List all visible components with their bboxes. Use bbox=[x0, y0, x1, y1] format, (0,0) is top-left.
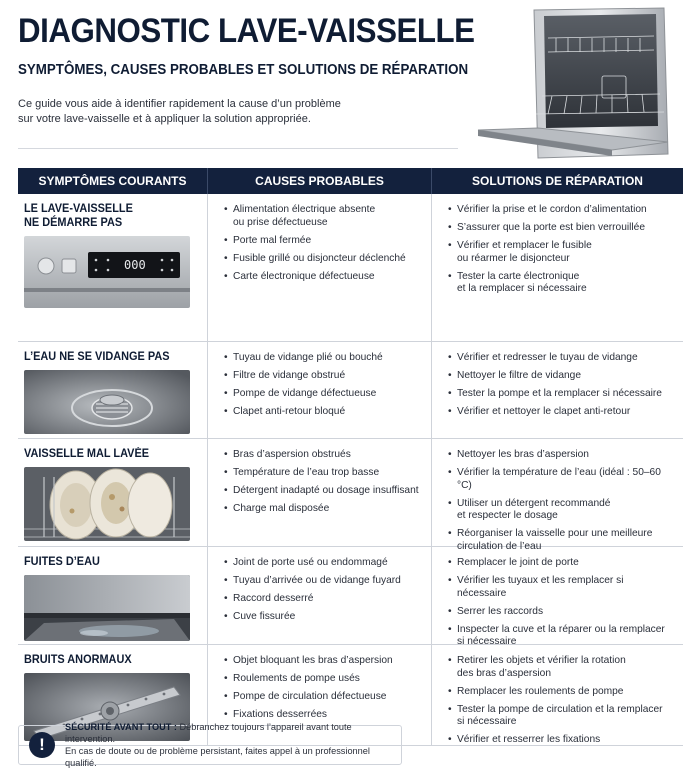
list-line: • Serrer les raccords bbox=[457, 605, 544, 617]
list-line: et la remplacer si nécessaire bbox=[457, 283, 587, 295]
list-item bbox=[224, 485, 423, 498]
list-line: • Roulements de pompe usés bbox=[233, 673, 360, 685]
list-item bbox=[224, 271, 423, 284]
causes-cell bbox=[208, 194, 432, 341]
list-item bbox=[224, 557, 423, 570]
list-item bbox=[224, 593, 423, 606]
list-line: • Vérifier et remplacer le fusible bbox=[457, 240, 592, 252]
list-item bbox=[448, 271, 675, 296]
list-item bbox=[224, 673, 423, 686]
solutions-cell bbox=[432, 645, 683, 745]
solutions-list bbox=[432, 439, 683, 565]
list-line: • Vérifier les tuyaux et les remplacer si nécessaire bbox=[457, 575, 624, 599]
symptom-line: NE DÉMARRE PAS bbox=[24, 217, 123, 229]
causes-list bbox=[208, 547, 431, 635]
list-line: et respecter le dosage bbox=[457, 510, 558, 522]
list-line: • Fusible grillé ou disjoncteur déclenché bbox=[233, 252, 406, 264]
list-line: • Vérifier et redresser le tuyau de vidange bbox=[457, 352, 638, 363]
table-row bbox=[18, 439, 683, 552]
list-line: • Remplacer le joint de porte bbox=[457, 557, 579, 568]
list-item bbox=[448, 352, 675, 365]
safety-label: SÉCURITÉ AVANT TOUT : bbox=[65, 722, 177, 732]
list-line: ou prise défectueuse bbox=[233, 216, 328, 228]
symptom-cell bbox=[18, 547, 208, 644]
list-item bbox=[224, 611, 423, 624]
water-leak-image bbox=[24, 575, 190, 641]
list-item bbox=[448, 734, 675, 747]
list-item bbox=[224, 406, 423, 419]
safety-notice bbox=[18, 722, 402, 768]
solutions-list bbox=[432, 194, 683, 307]
list-line: • Tuyau d’arrivée ou de vidange fuyard bbox=[233, 575, 401, 587]
list-line: • Alimentation électrique absente bbox=[233, 204, 376, 215]
table-row bbox=[18, 342, 683, 439]
list-item bbox=[224, 503, 423, 516]
column-header-causes: CAUSES PROBABLES bbox=[208, 168, 432, 194]
list-line: • Pompe de vidange défectueuse bbox=[233, 388, 377, 400]
list-line: • Objet bloquant les bras d’aspersion bbox=[233, 655, 393, 666]
list-item bbox=[448, 204, 675, 217]
list-item bbox=[448, 449, 675, 462]
list-line: • S’assurer que la porte est bien verrouillée bbox=[457, 222, 646, 234]
symptom-title: FUITES D’EAU bbox=[24, 556, 100, 568]
list-line: • Filtre de vidange obstrué bbox=[233, 370, 346, 382]
causes-cell bbox=[208, 439, 432, 546]
list-item bbox=[224, 204, 423, 229]
list-item bbox=[224, 370, 423, 383]
intro-text bbox=[18, 97, 358, 127]
list-item bbox=[224, 575, 423, 588]
list-line: si nécessaire bbox=[457, 716, 517, 728]
drain-filter-image bbox=[24, 370, 190, 434]
list-line: • Utiliser un détergent recommandé bbox=[457, 497, 611, 509]
dirty-dishes-image bbox=[24, 467, 190, 541]
solutions-cell bbox=[432, 547, 683, 648]
list-item bbox=[448, 498, 675, 523]
column-header-solutions: SOLUTIONS DE RÉPARATION bbox=[472, 174, 643, 188]
list-item bbox=[224, 449, 423, 462]
list-item bbox=[448, 240, 675, 265]
list-line: • Tester la pompe et la remplacer si nécessaire bbox=[457, 388, 662, 400]
list-line: • Cuve fissurée bbox=[233, 611, 296, 623]
warning-icon: ! bbox=[29, 732, 55, 758]
list-line: • Vérifier la température de l’eau (idéal : 50–60 °C) bbox=[457, 467, 661, 491]
list-item bbox=[224, 691, 423, 704]
list-item bbox=[224, 253, 423, 266]
symptom-title: BRUITS ANORMAUX bbox=[24, 654, 132, 666]
list-line: ou réarmer le disjoncteur bbox=[457, 252, 570, 264]
solutions-cell bbox=[432, 342, 683, 438]
list-line: • Pompe de circulation défectueuse bbox=[233, 691, 387, 703]
list-line: • Porte mal fermée bbox=[233, 234, 312, 246]
causes-list bbox=[208, 439, 431, 527]
list-item bbox=[448, 222, 675, 235]
causes-cell bbox=[208, 547, 432, 644]
causes-list bbox=[208, 194, 431, 295]
list-line: • Vérifier la prise et le cordon d’alimentation bbox=[457, 204, 647, 215]
intro-line: sur votre lave-vaisselle et à appliquer la solution appropriée. bbox=[18, 113, 311, 125]
page-title: DIAGNOSTIC LAVE-VAISSELLE bbox=[18, 12, 475, 50]
list-item bbox=[448, 406, 675, 419]
symptom-title: VAISSELLE MAL LAVÉE bbox=[24, 448, 150, 460]
list-line: • Inspecter la cuve et la réparer ou la remplacer bbox=[457, 623, 665, 635]
list-item bbox=[224, 709, 423, 722]
list-line: • Réorganiser la vaisselle pour une meilleure bbox=[457, 528, 653, 540]
list-item bbox=[448, 575, 675, 600]
display-readout: 000 bbox=[124, 258, 146, 272]
safety-line: En cas de doute ou de problème persistant, faites appel à un professionnel qualifié. bbox=[65, 746, 370, 768]
causes-cell bbox=[208, 342, 432, 438]
list-line: • Détergent inadapté ou dosage insuffisant bbox=[233, 485, 419, 497]
dishwasher-image bbox=[472, 4, 682, 164]
list-line: • Nettoyer les bras d’aspersion bbox=[457, 449, 589, 460]
list-line: des bras d’aspersion bbox=[457, 667, 552, 679]
list-item bbox=[448, 606, 675, 619]
list-item bbox=[448, 467, 675, 492]
symptom-title: L’EAU NE SE VIDANGE PAS bbox=[24, 351, 170, 363]
list-line: • Fixations desserrées bbox=[233, 709, 327, 721]
list-line: circulation de l’eau bbox=[457, 540, 542, 552]
list-item bbox=[448, 704, 675, 729]
page-subtitle: SYMPTÔMES, CAUSES PROBABLES ET SOLUTIONS DE RÉPARATION bbox=[18, 62, 469, 78]
list-item bbox=[224, 388, 423, 401]
causes-list bbox=[208, 342, 431, 430]
list-line: • Retirer les objets et vérifier la rotation bbox=[457, 655, 626, 666]
list-line: • Vérifier et resserrer les fixations bbox=[457, 734, 601, 746]
list-line: • Joint de porte usé ou endommagé bbox=[233, 557, 388, 568]
symptom-title bbox=[24, 202, 192, 230]
list-item bbox=[448, 655, 675, 680]
list-line: • Nettoyer le filtre de vidange bbox=[457, 370, 582, 382]
list-item bbox=[224, 235, 423, 248]
column-header-symptoms: SYMPTÔMES COURANTS bbox=[18, 168, 208, 194]
list-line: • Clapet anti-retour bloqué bbox=[233, 406, 346, 418]
list-line: • Tester la pompe de circulation et la remplacer bbox=[457, 703, 663, 715]
list-item bbox=[224, 467, 423, 480]
control-panel-image bbox=[24, 236, 190, 308]
table-row bbox=[18, 194, 683, 342]
divider bbox=[18, 148, 458, 149]
list-line: • Remplacer les roulements de pompe bbox=[457, 685, 624, 697]
list-line: • Température de l’eau trop basse bbox=[233, 467, 380, 479]
solutions-cell bbox=[432, 194, 683, 341]
list-item bbox=[448, 388, 675, 401]
solutions-list bbox=[432, 645, 683, 758]
list-line: • Raccord desserré bbox=[233, 593, 314, 605]
solutions-cell bbox=[432, 439, 683, 552]
diagnostic-table bbox=[18, 168, 683, 746]
list-line: • Vérifier et nettoyer le clapet anti-retour bbox=[457, 406, 631, 418]
list-item bbox=[448, 370, 675, 383]
solutions-list bbox=[432, 547, 683, 660]
list-line: • Tester la carte électronique bbox=[457, 270, 580, 282]
list-line: • Carte électronique défectueuse bbox=[233, 270, 375, 282]
table-row bbox=[18, 547, 683, 648]
list-line: • Bras d’aspersion obstrués bbox=[233, 449, 351, 460]
safety-text bbox=[65, 721, 401, 768]
table-header bbox=[18, 168, 683, 194]
safety-line bbox=[65, 721, 401, 745]
symptom-cell bbox=[18, 439, 208, 546]
intro-line: Ce guide vous aide à identifier rapidement la cause d’un problème bbox=[18, 98, 341, 110]
symptom-line: LE LAVE-VAISSELLE bbox=[24, 203, 133, 215]
list-item bbox=[224, 655, 423, 668]
list-item bbox=[448, 686, 675, 699]
solutions-list bbox=[432, 342, 683, 430]
symptom-cell bbox=[18, 194, 208, 341]
list-line: si nécessaire bbox=[457, 636, 517, 648]
list-line: • Tuyau de vidange plié ou bouché bbox=[233, 352, 383, 363]
safety-message: Débranchez toujours l’appareil avant toute intervention. bbox=[65, 722, 352, 744]
list-line: • Charge mal disposée bbox=[233, 503, 330, 515]
list-item bbox=[224, 352, 423, 365]
symptom-cell bbox=[18, 342, 208, 438]
list-item bbox=[448, 557, 675, 570]
